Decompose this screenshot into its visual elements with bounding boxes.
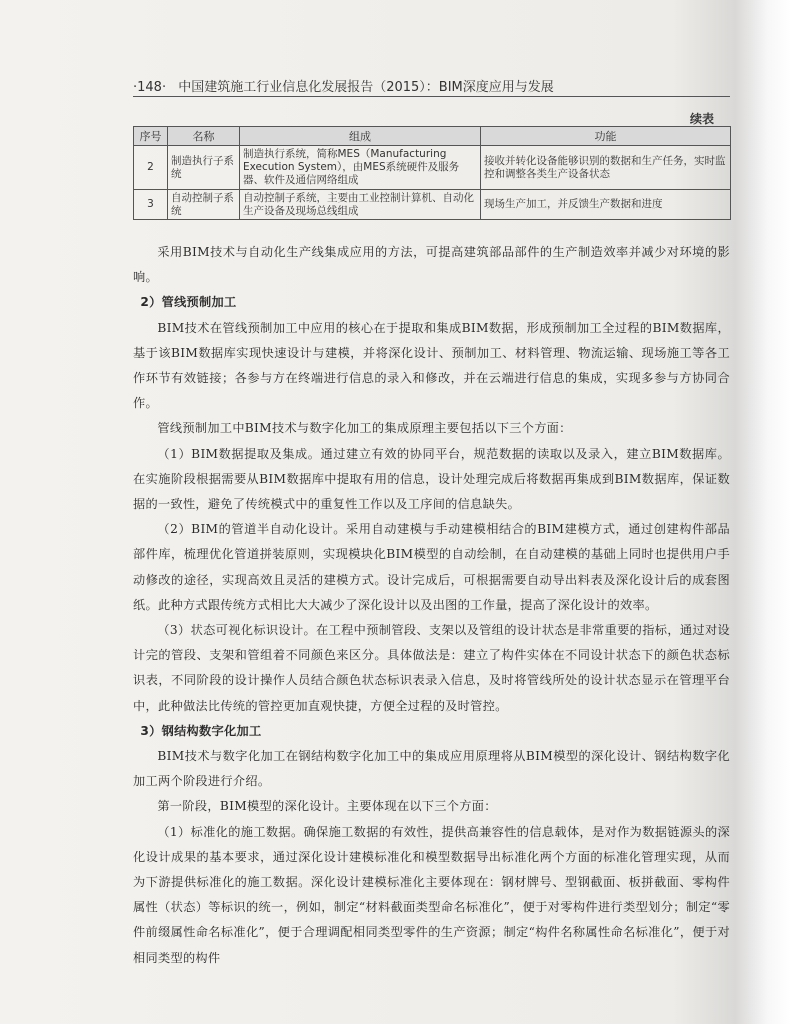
- paragraph: （3）状态可视化标识设计。在工程中预制管段、支架以及管组的设计状态是非常重要的指标，通过对设计完的管段、支架和管组着不同颜色来区分。具体做法是：建立了构件实体在不同设计状态下的颜色状态标识表，不同阶段的设计操作人员结合颜色状态标识表录入信息，及时将管线所处的设计状态显示在管理平台中，此种做法比传统的管控更加直观快捷，方便全过程的及时管控。: [133, 623, 730, 713]
- header-rule: [133, 96, 730, 97]
- paragraph: （1）标准化的施工数据。确保施工数据的有效性，提供高兼容性的信息载体，是对作为数据链源头的深化设计成果的基本要求，通过深化设计建模标准化和模型数据导出标准化两个方面的标准化管理实现，从而为下游提供标准化的施工数据。深化设计建模标准化主要体现在：钢材牌号、型钢截面、板拼截面、零构件属性（状态）等标识的统一，例如，制定“材料截面类型命名标准化”，便于对零构件进行类型划分；制定“零件前缀属性命名标准化”，便于合理调配相同类型零件的生产资源；制定“构件名称属性命名标准化”，便于对相同类型的构件: [133, 824, 730, 965]
- cell-composition: 制造执行系统，简称MES（Manufacturing Execution System），由MES系统硬件及服务器、软件及通信网络组成: [240, 146, 481, 190]
- section-heading: 2）管线预制加工: [140, 295, 237, 310]
- body-text: [133, 240, 730, 971]
- continued-label: 续表: [690, 112, 715, 126]
- cell-composition: 自动控制子系统，主要由工业控制计算机、自动化生产设备及现场总线组成: [240, 190, 481, 220]
- paragraph: 采用BIM技术与自动化生产线集成应用的方法，可提高建筑部品部件的生产制造效率并减少对环境的影响。: [133, 245, 730, 285]
- cell-no: 3: [134, 190, 168, 220]
- table-row: [134, 190, 731, 220]
- cell-no: 2: [134, 146, 168, 190]
- col-header: 组成: [240, 127, 481, 146]
- paragraph: （1）BIM数据提取及集成。通过建立有效的协同平台，规范数据的读取以及录入，建立BIM数据库。在实施阶段根据需要从BIM数据库中提取有用的信息，设计处理完成后将数据再集成到BIM数据库，保证数据的一致性，避免了传统模式中的重复性工作以及工序间的信息缺失。: [133, 446, 730, 512]
- report-title: 中国建筑施工行业信息化发展报告（2015）：BIM深度应用与发展: [178, 80, 554, 95]
- cell-name: 自动控制子系统: [168, 190, 240, 220]
- cell-function: 接收并转化设备能够识别的数据和生产任务，实时监控和调整各类生产设备状态: [481, 146, 731, 190]
- section-heading: 3）钢结构数字化加工: [140, 723, 262, 738]
- table-row: [134, 146, 731, 190]
- col-header: 序号: [134, 127, 168, 146]
- running-header: [133, 76, 733, 95]
- paragraph: BIM技术在管线预制加工中应用的核心在于提取和集成BIM数据，形成预制加工全过程的BIM数据库，基于该BIM数据库实现快速设计与建模，并将深化设计、预制加工、材料管理、物流运输、现场施工等各工作环节有效链接；各参与方在终端进行信息的录入和修改，并在云端进行信息的集成，实现多参与方协同合作。: [133, 320, 730, 411]
- paragraph: 第一阶段，BIM模型的深化设计。主要体现在以下三个方面：: [157, 799, 497, 814]
- page-number: ·148·: [133, 80, 167, 95]
- system-table: [133, 126, 731, 220]
- paragraph: BIM技术与数字化加工在钢结构数字化加工中的集成应用原理将从BIM模型的深化设计、钢结构数字化加工两个阶段进行介绍。: [133, 749, 730, 789]
- paragraph: 管线预制加工中BIM技术与数字化加工的集成原理主要包括以下三个方面：: [157, 421, 572, 436]
- paragraph: （2）BIM的管道半自动化设计。采用自动建模与手动建模相结合的BIM建模方式，通过创建构件部品部件库，梳理优化管道拼装原则，实现模块化BIM模型的自动绘制，在自动建模的基础上同时也提供用户手动修改的途径，实现高效且灵活的建模方式。设计完成后，可根据需要自动导出料表及深化设计后的成套图纸。此种方式跟传统方式相比大大减少了深化设计以及出图的工作量，提高了深化设计的效率。: [133, 522, 730, 612]
- cell-function: 现场生产加工，并反馈生产数据和进度: [481, 190, 731, 220]
- cell-name: 制造执行子系统: [168, 146, 240, 190]
- col-header: 功能: [481, 127, 731, 146]
- table-header-row: [134, 127, 731, 146]
- col-header: 名称: [168, 127, 240, 146]
